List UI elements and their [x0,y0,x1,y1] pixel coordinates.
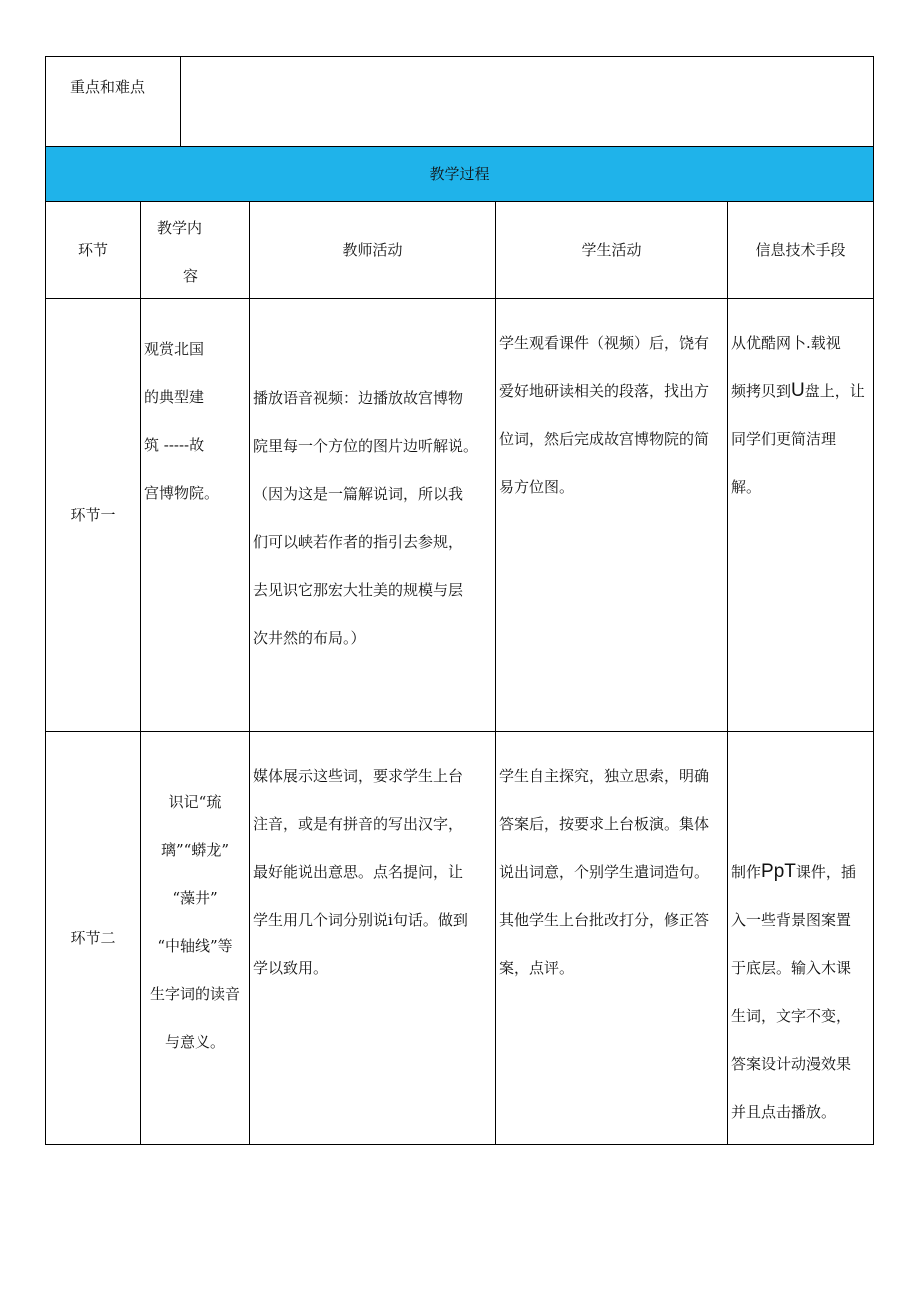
focus-label: 重点和难点 [70,78,146,96]
row2-teacher: 媒体展示这些词，要求学生上台 注音，或是有拼音的写出汉字， 最好能说出意思。点名提问，让 学生用几个词分别说i句话。做到 学以致用。 [249,731,496,1145]
row2-student: 学生自主探究，独立思索，明确 答案后，按要求上台板演。集体 说出词意，个别学生遣词造句。 其他学生上台批改打分，修正答 案，点评。 [495,731,728,1145]
focus-label-cell [45,56,181,147]
row1-student: 学生观看课件（视频）后，饶有 爱好地研读相关的段落，找出方 位词，然后完成故宫博物院的简 易方位图。 [495,298,728,732]
banner-title: 教学过程 [429,165,490,183]
row2-content: 识记“琉 璃”“蟒龙” “藻井” “中轴线”等 生字词的读音 与意义。 [140,731,250,1145]
header-content: 教学内 容 [140,201,250,299]
row1-stage: 环节一 [45,298,141,732]
header-teacher: 教师活动 [249,201,496,299]
process-banner [45,146,874,202]
focus-value-cell [180,56,874,147]
header-student: 学生活动 [495,201,728,299]
row1-content: 观赏北国 的典型建 筑 -----故 宫博物院。 [140,298,250,732]
header-tech: 信息技术手段 [727,201,874,299]
row2-tech: 制作PpT课件，插 入一些背景图案置 于底层。输入木课 生词，文字不变， 答案设计动漫效果 并且点击播放。 [727,731,874,1145]
row2-stage: 环节二 [45,731,141,1145]
row1-teacher: 播放语音视频：边播放故宫博物 院里每一个方位的图片边听解说。 （因为这是一篇解说词，所以我 们可以峡若作者的指引去参规， 去见识它那宏大壮美的规模与层 次井然的布局。） [249,298,496,732]
header-stage: 环节 [45,201,141,299]
row1-tech: 从优酷网卜.载视 频拷贝到U盘上，让 同学们更简洁理 解。 [727,298,874,732]
